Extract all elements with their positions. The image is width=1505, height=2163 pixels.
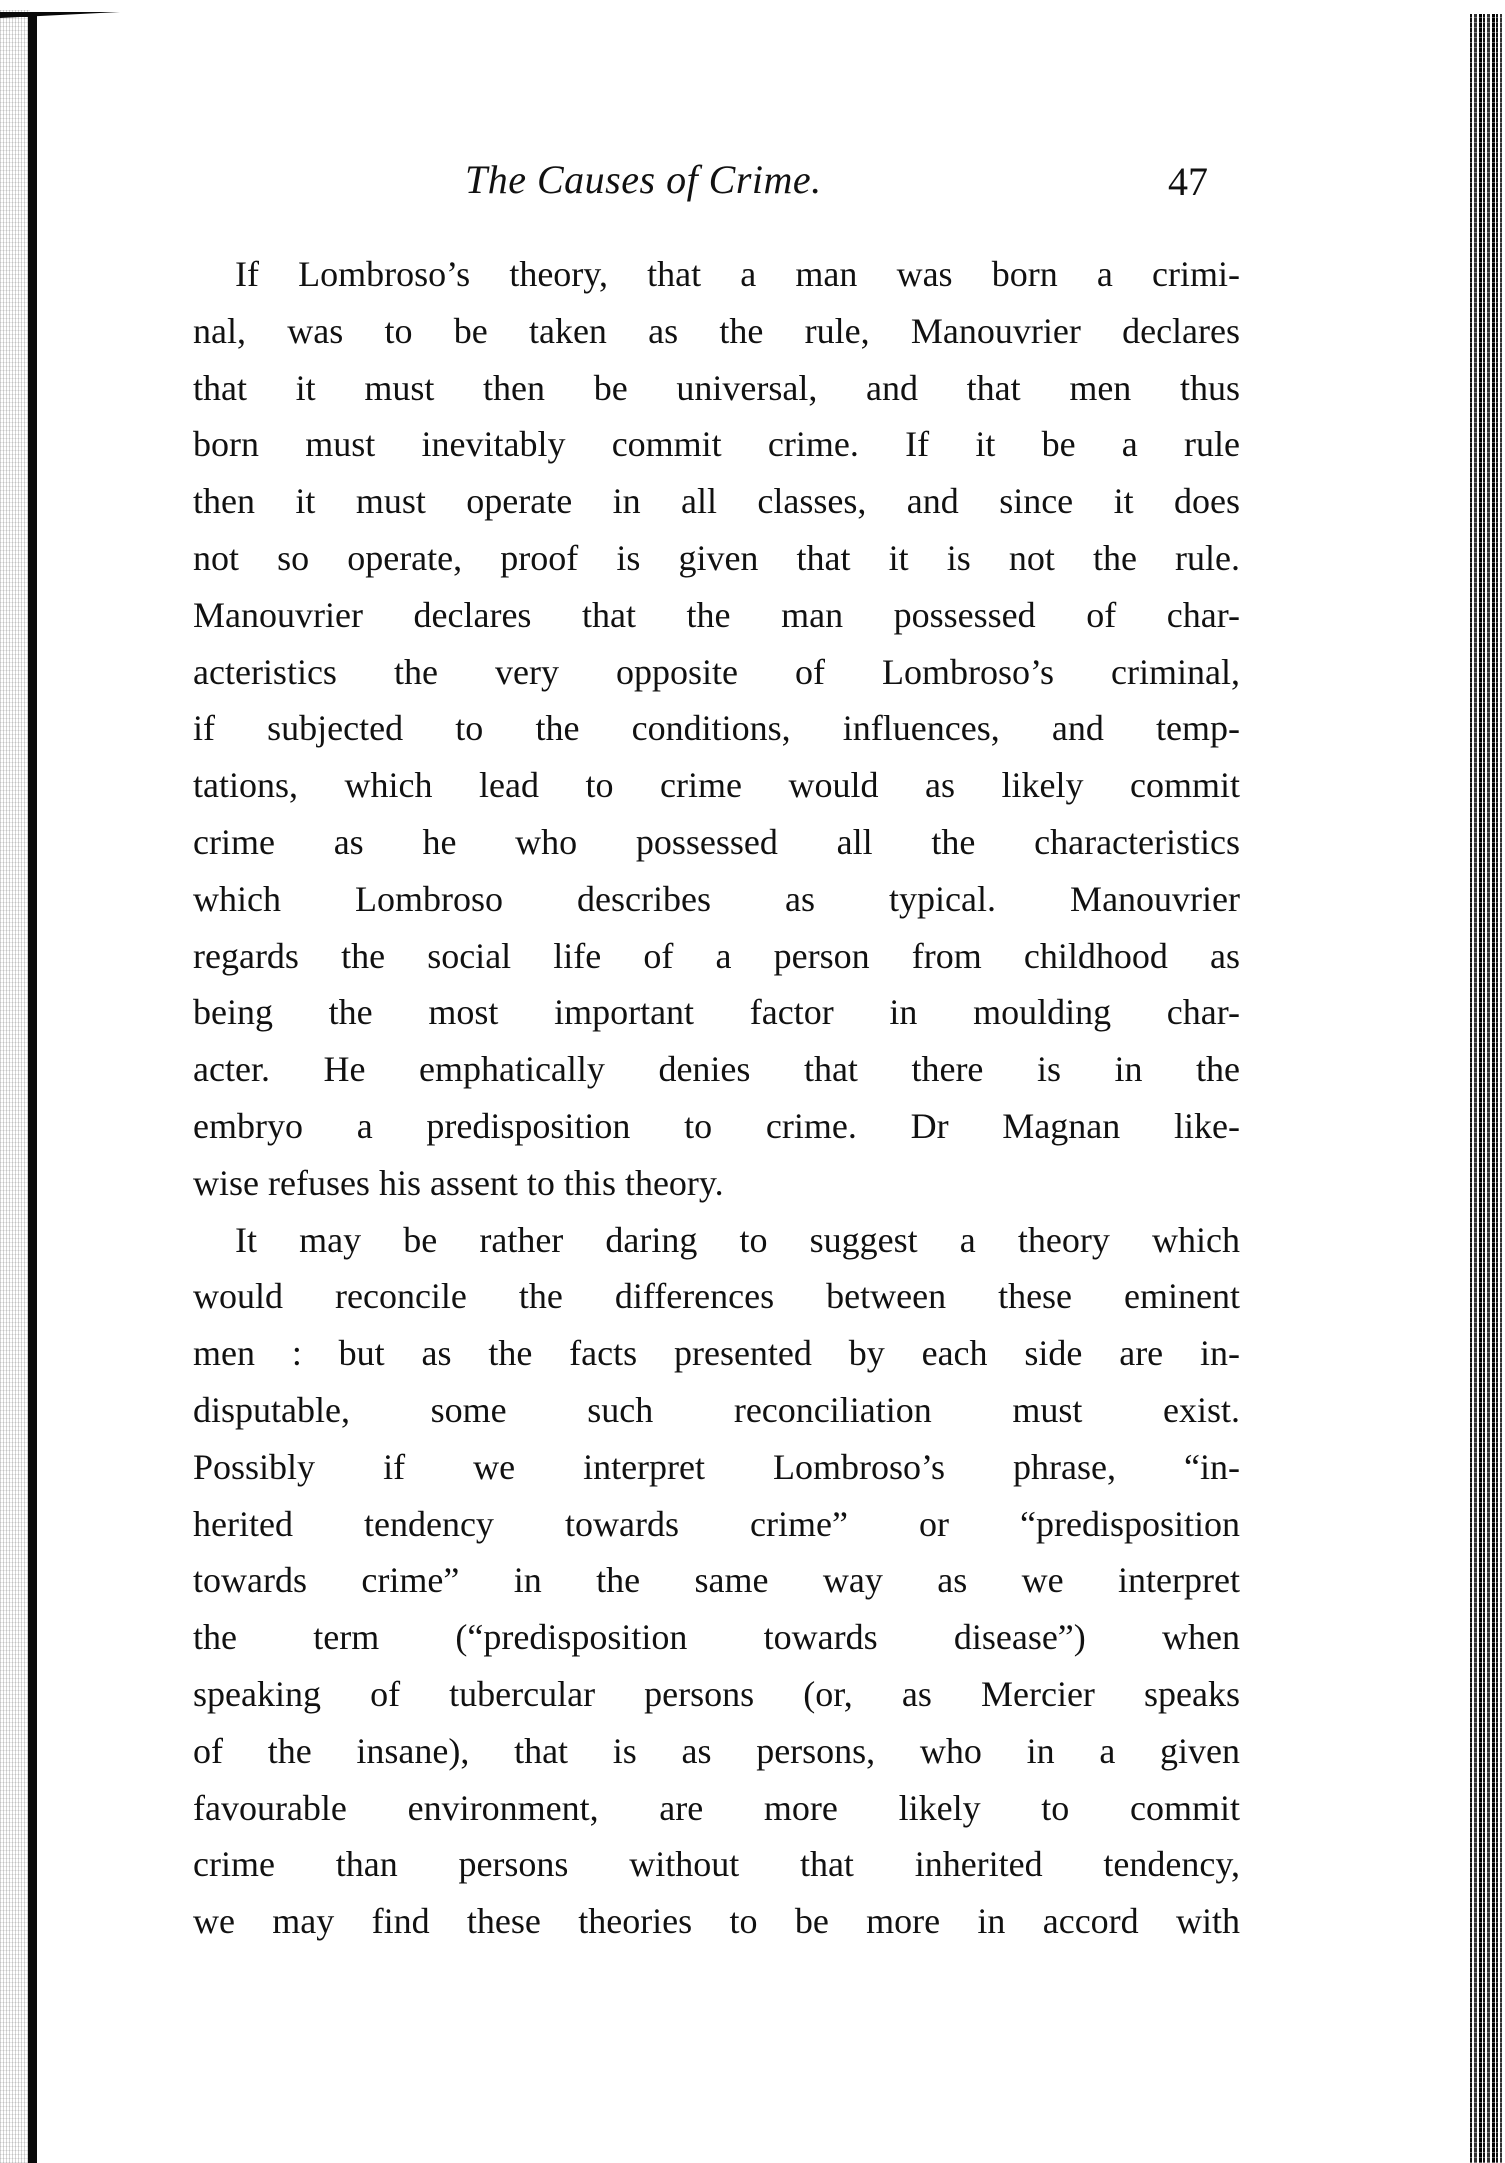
text-line: nal, was to be taken as the rule, Manouvrier declares bbox=[193, 310, 1240, 351]
text-line: disputable, some such reconciliation must exist. bbox=[193, 1389, 1240, 1430]
text-line: acteristics the very opposite of Lombroso’s criminal, bbox=[193, 651, 1240, 692]
text-line: of the insane), that is as persons, who in a given bbox=[193, 1730, 1240, 1771]
text-line: men : but as the facts presented by each side are in- bbox=[193, 1333, 1240, 1374]
text-line: if subjected to the conditions, influences, and temp- bbox=[193, 708, 1240, 749]
text-line: It may be rather daring to suggest a theory which bbox=[235, 1219, 1240, 1260]
text-line: then it must operate in all classes, and since it does bbox=[193, 481, 1240, 522]
text-line: the term (“predisposition towards disease”) when bbox=[193, 1617, 1240, 1658]
page-edges-right bbox=[1470, 14, 1502, 2163]
text-line: herited tendency towards crime” or “predisposition bbox=[193, 1503, 1240, 1544]
text-line: that it must then be universal, and that men thus bbox=[193, 367, 1240, 408]
text-line: favourable environment, are more likely to commit bbox=[193, 1787, 1240, 1828]
text-line: we may find these theories to be more in accord with bbox=[193, 1901, 1240, 1942]
text-line: Manouvrier declares that the man possessed of char- bbox=[193, 594, 1240, 635]
paragraph-1 bbox=[193, 246, 1240, 1212]
text-line: speaking of tubercular persons (or, as Mercier speaks bbox=[193, 1673, 1240, 1714]
text-line: would reconcile the differences between these eminent bbox=[193, 1276, 1240, 1317]
text-line: not so operate, proof is given that it is not the rule. bbox=[193, 537, 1240, 578]
book-spine-shadow bbox=[28, 16, 37, 2163]
text-line: Possibly if we interpret Lombroso’s phrase, “in- bbox=[193, 1446, 1240, 1487]
text-line: embryo a predisposition to crime. Dr Magnan like- bbox=[193, 1105, 1240, 1146]
text-line: wise refuses his assent to this theory. bbox=[193, 1162, 724, 1203]
page-number: 47 bbox=[1168, 159, 1208, 204]
text-line: regards the social life of a person from childhood as bbox=[193, 935, 1240, 976]
paragraph-2 bbox=[193, 1212, 1240, 1950]
text-line: crime as he who possessed all the characteristics bbox=[193, 821, 1240, 862]
binding-gutter-texture bbox=[0, 10, 30, 2163]
body-text bbox=[193, 246, 1240, 1950]
text-line: being the most important factor in moulding char- bbox=[193, 992, 1240, 1033]
text-line: crime than persons without that inherited tendency, bbox=[193, 1844, 1240, 1885]
running-title: The Causes of Crime. bbox=[465, 157, 822, 202]
text-line: towards crime” in the same way as we interpret bbox=[193, 1560, 1240, 1601]
binding-top-flare bbox=[0, 12, 120, 18]
text-line: born must inevitably commit crime. If it be a rule bbox=[193, 424, 1240, 465]
text-line: If Lombroso’s theory, that a man was born a crimi- bbox=[235, 254, 1240, 294]
text-line: tations, which lead to crime would as likely commit bbox=[193, 765, 1240, 806]
text-line: acter. He emphatically denies that there is in the bbox=[193, 1049, 1240, 1090]
text-line: which Lombroso describes as typical. Manouvrier bbox=[193, 878, 1240, 919]
running-head bbox=[193, 150, 1240, 210]
